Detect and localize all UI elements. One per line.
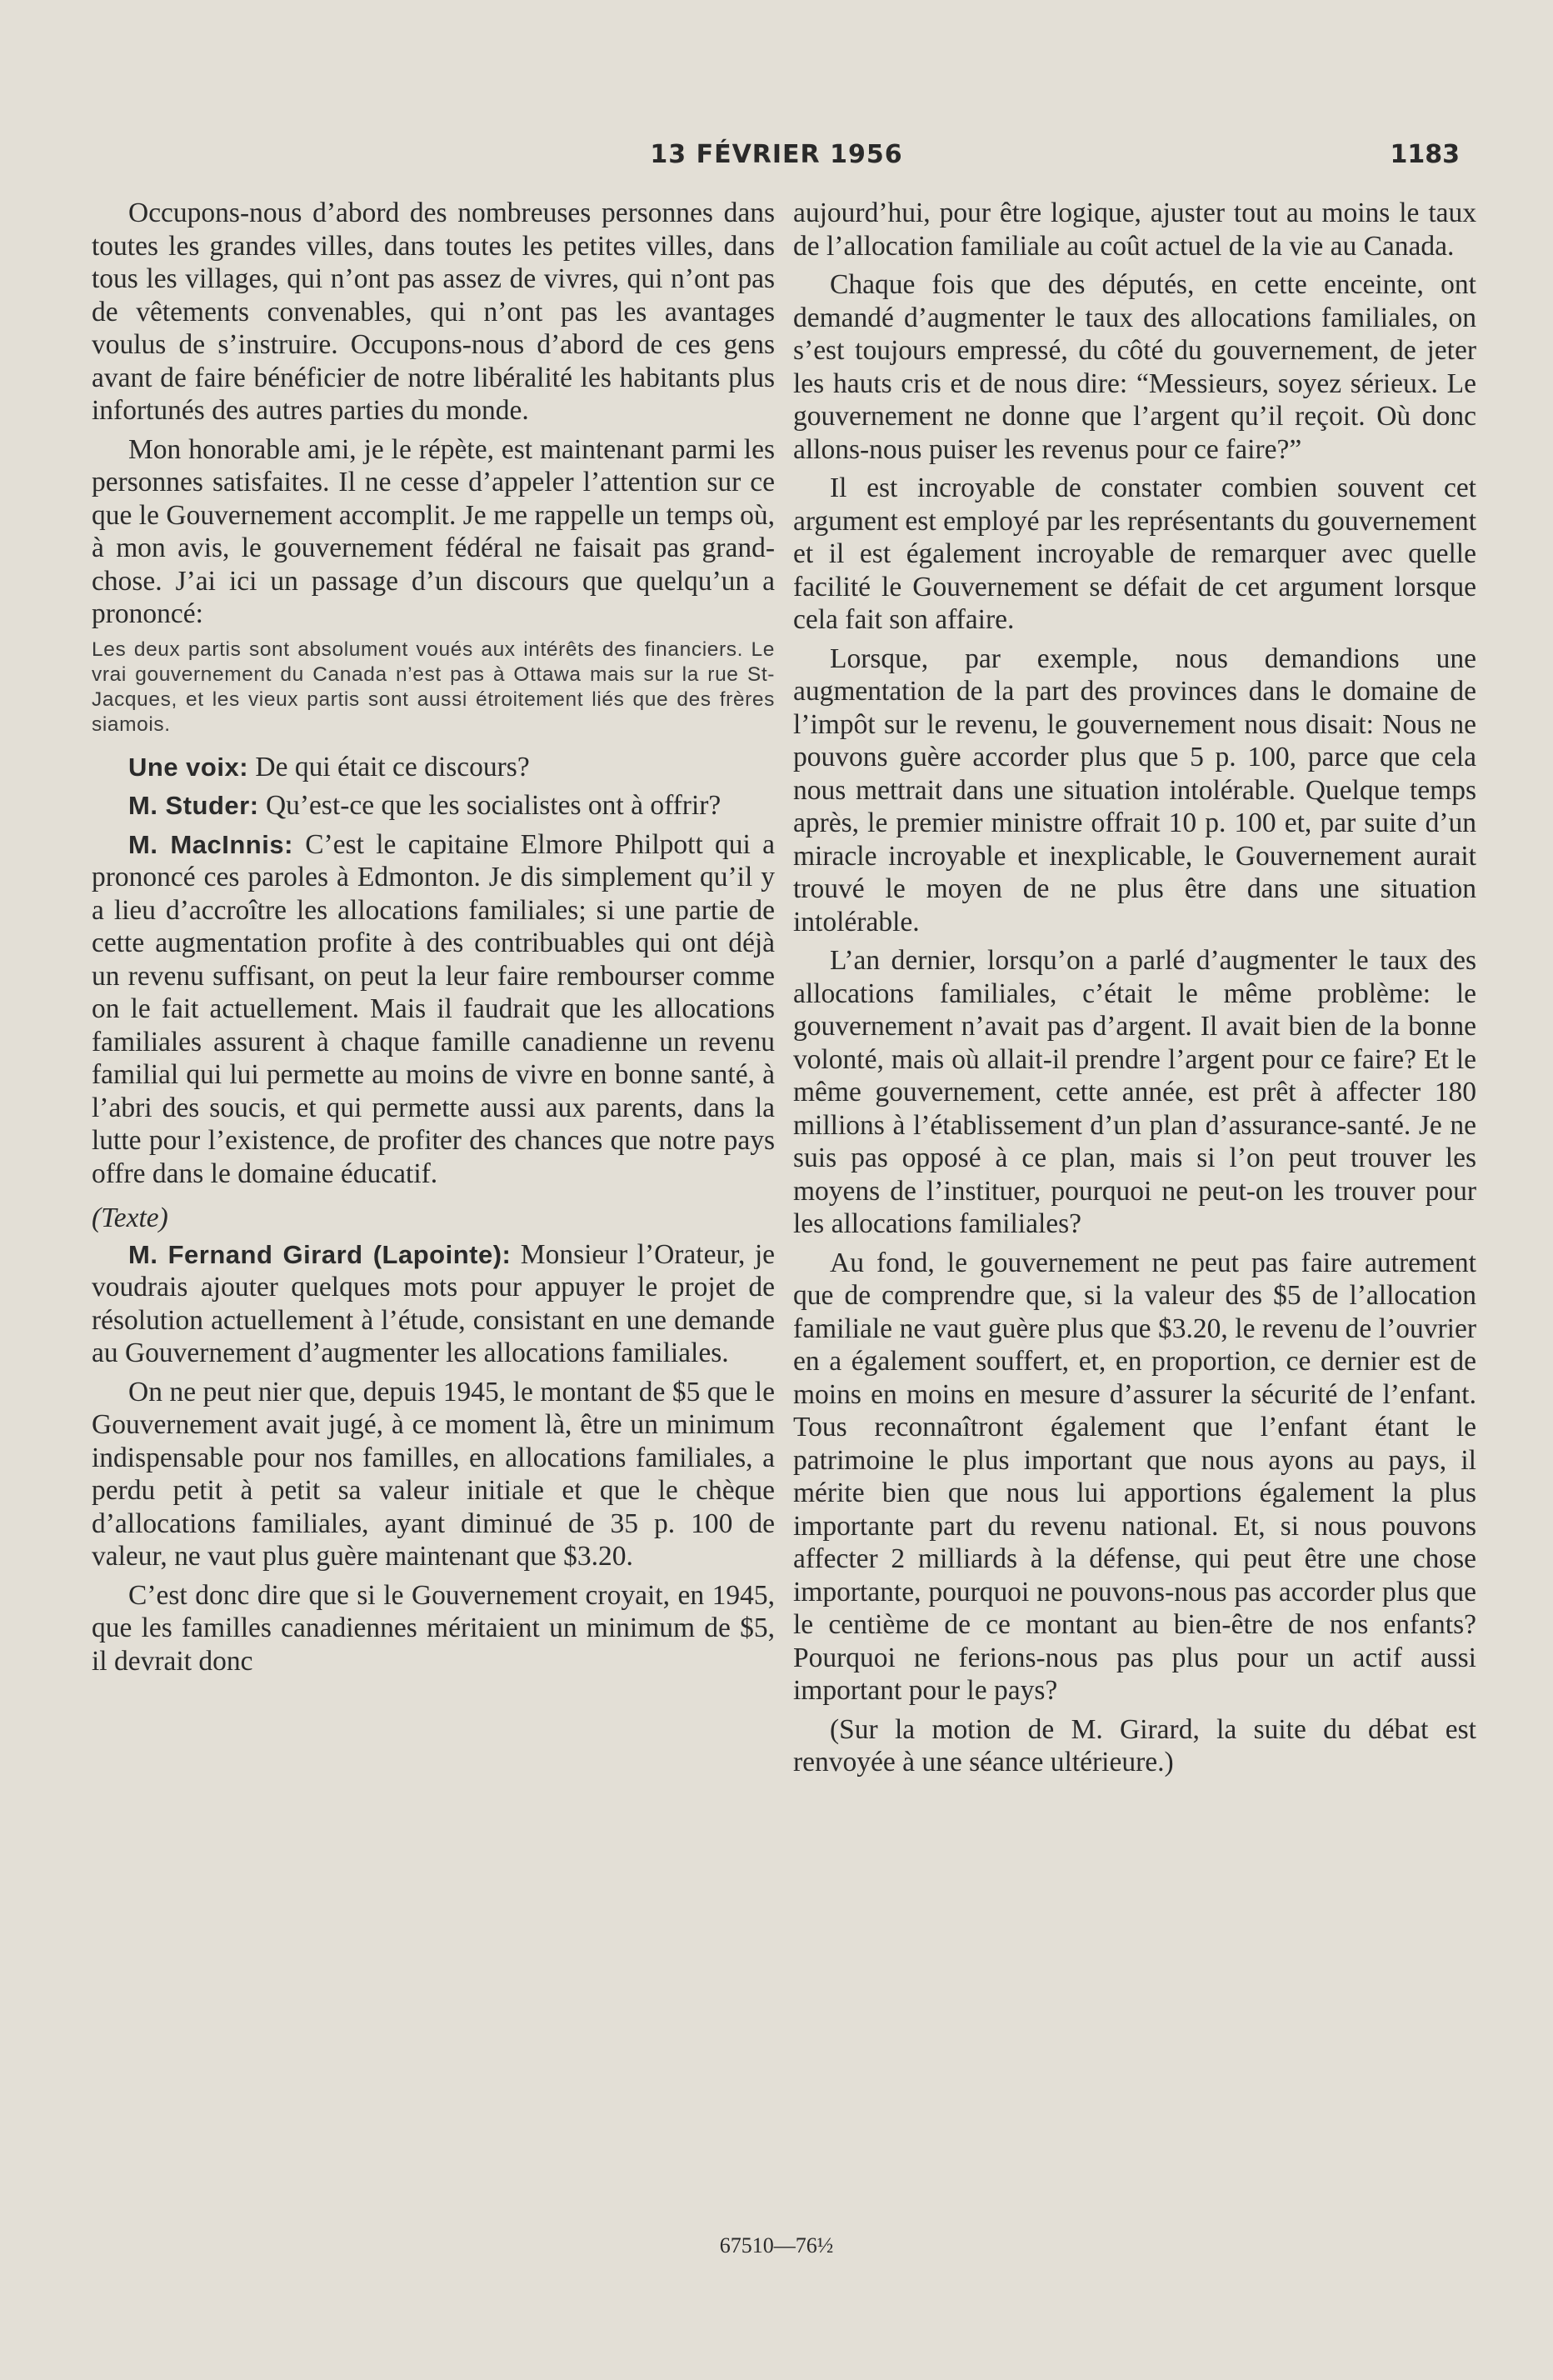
- paragraph: aujourd’hui, pour être logique, ajuster tout au moins le taux de l’allocation familiale au coût actuel de la vie au Canada.: [793, 198, 1476, 262]
- speaker-name: M. MacInnis:: [128, 829, 293, 859]
- speech-studer: [92, 789, 775, 822]
- paragraph: Mon honorable ami, je le répète, est maintenant parmi les personnes satisfaites. Il ne cesse d’appeler l’attention sur ce que le Gouvernement accomplit. Je me rappelle un temps où, à mon avis, le gouvernement fédéral ne faisait pas grand-chose. J’ai ici un passage d’un discours que quelqu’un a prononcé:: [92, 433, 775, 629]
- paragraph: (Sur la motion de M. Girard, la suite du débat est renvoyée à une séance ultérieure.): [793, 1713, 1476, 1778]
- speech-text: C’est le capitaine Elmore Philpott qui a prononcé ces paroles à Edmonton. Je dis simplement qu’il y a lieu d’accroître les allocations familiales; si une partie de cette augmentation profite à des contribuables qui ont déjà un revenu suffisant, on peut la leur faire rembourser comme on le fait actuellement. Mais il faudrait que les allocations familiales assurent à chaque famille canadienne un revenu familial qui lui permette au moins de vivre en bonne santé, à l’abri des soucis, et qui permette aussi aux parents, dans la lutte pour l’existence, de profiter des chances que notre pays offre dans le domaine éducatif.: [92, 828, 776, 1189]
- left-column: [92, 197, 775, 1683]
- right-column: [793, 197, 1476, 1785]
- page-number: 1183: [1390, 140, 1460, 169]
- speech-girard: [92, 1238, 775, 1370]
- paragraph: Il est incroyable de constater combien souvent cet argument est employé par les représentants du gouvernement et il est également incroyable de remarquer avec quelle facilité le Gouvernement se défait de cet argument lorsque cela fait son affaire.: [793, 472, 1476, 635]
- speech-text: Qu’est-ce que les socialistes ont à offrir?: [265, 790, 722, 821]
- page-header: [0, 140, 1553, 182]
- paragraph: Au fond, le gouvernement ne peut pas faire autrement que de comprendre que, si la valeur des $5 de l’allocation familiale ne vaut guère plus que $3.20, le revenu de l’ouvrier en a également souffert, et, en proportion, ce dernier est de moins en moins en mesure d’assurer la sécurité de l’enfant. Tous reconnaîtront également que l’enfant étant le patrimoine le plus important que nous ayons au pays, il mérite bien que nous lui apportions également la plus importante part du revenu national. Et, si nous pouvons affecter 2 milliards à la défense, qui peut être une chose importante, pourquoi ne pouvons-nous pas accorder plus que le centième de ce montant au bien-être de nos enfants? Pourquoi ne ferions-nous pas plus pour un actif aussi important pour le pays?: [793, 1247, 1476, 1706]
- paragraph: L’an dernier, lorsqu’on a parlé d’augmenter le taux des allocations familiales, c’était le même problème: le gouvernement n’avait pas d’argent. Il avait bien de la bonne volonté, mais où allait-il prendre l’argent pour ce faire? Et le même gouvernement, cette année, est prêt à affecter 180 millions à l’établissement d’un plan d’assurance-santé. Je ne suis pas opposé à ce plan, mais si l’on peut trouver les moyens de l’instituer, pourquoi ne peut-on les trouver pour les allocations familiales?: [793, 945, 1476, 1239]
- speaker-name: M. Fernand Girard (Lapointe):: [128, 1239, 512, 1269]
- block-quote: Les deux partis sont absolument voués aux intérêts des financiers. Le vrai gouvernement du Canada n’est pas à Ottawa mais sur la rue St-Jacques, et les vieux partis sont aussi étroitement liés que des frères siamois.: [92, 638, 775, 736]
- paragraph: Occupons-nous d’abord des nombreuses personnes dans toutes les grandes villes, dans toutes les petites villes, dans tous les villages, qui n’ont pas assez de vivres, qui n’ont pas de vêtements convenables, qui n’ont pas les avantages voulus de s’instruire. Occupons-nous d’abord de ces gens avant de faire bénéficier de notre libéralité les habitants plus infortunés des autres parties du monde.: [92, 198, 775, 426]
- header-date: 13 FÉVRIER 1956: [650, 140, 903, 169]
- paragraph: Chaque fois que des députés, en cette enceinte, ont demandé d’augmenter le taux des allocations familiales, on s’est toujours empressé, du côté du gouvernement, de jeter les hauts cris et de nous dire: “Messieurs, soyez sérieux. Le gouvernement ne donne que l’argent qu’il reçoit. Où donc allons-nous puiser les revenus pour ce faire?”: [793, 269, 1476, 465]
- footer-code: 67510—76½: [719, 2233, 834, 2258]
- speech-text: Monsieur l’Orateur, je voudrais ajouter quelques mots pour appuyer le projet de résolution actuellement à l’étude, consistant en une demande au Gouvernement d’augmenter les allocations familiales.: [92, 1238, 775, 1368]
- paragraph: Lorsque, par exemple, nous demandions une augmentation de la part des provinces dans le domaine de l’impôt sur le revenu, le gouvernement nous disait: Nous ne pouvons guère accorder plus que 5 p. 100, parce que cela nous mettrait dans une situation intolérable. Quelque temps après, le premier ministre offrait 10 p. 100 et, par suite d’un miracle incroyable et inexplicable, le Gouvernement aurait trouvé le moyen de ne plus être dans une situation intolérable.: [793, 642, 1476, 938]
- speech-une-voix: [92, 751, 775, 784]
- speech-macinnis: [92, 828, 775, 1191]
- speaker-name: Une voix:: [128, 752, 249, 782]
- paragraph: On ne peut nier que, depuis 1945, le montant de $5 que le Gouvernement avait jugé, à ce moment là, être un minimum indispensable pour nos familles, en allocations familiales, a perdu petit à petit sa valeur initiale et que le chèque d’allocations familiales, ayant diminué de 35 p. 100 de valeur, ne vaut plus guère maintenant que $3.20.: [92, 1376, 775, 1572]
- speaker-name: M. Studer:: [128, 791, 259, 820]
- paragraph: C’est donc dire que si le Gouvernement croyait, en 1945, que les familles canadiennes méritaient un minimum de $5, il devrait donc: [92, 1579, 775, 1677]
- speech-text: De qui était ce discours?: [255, 751, 530, 782]
- texte-label: (Texte): [92, 1202, 168, 1233]
